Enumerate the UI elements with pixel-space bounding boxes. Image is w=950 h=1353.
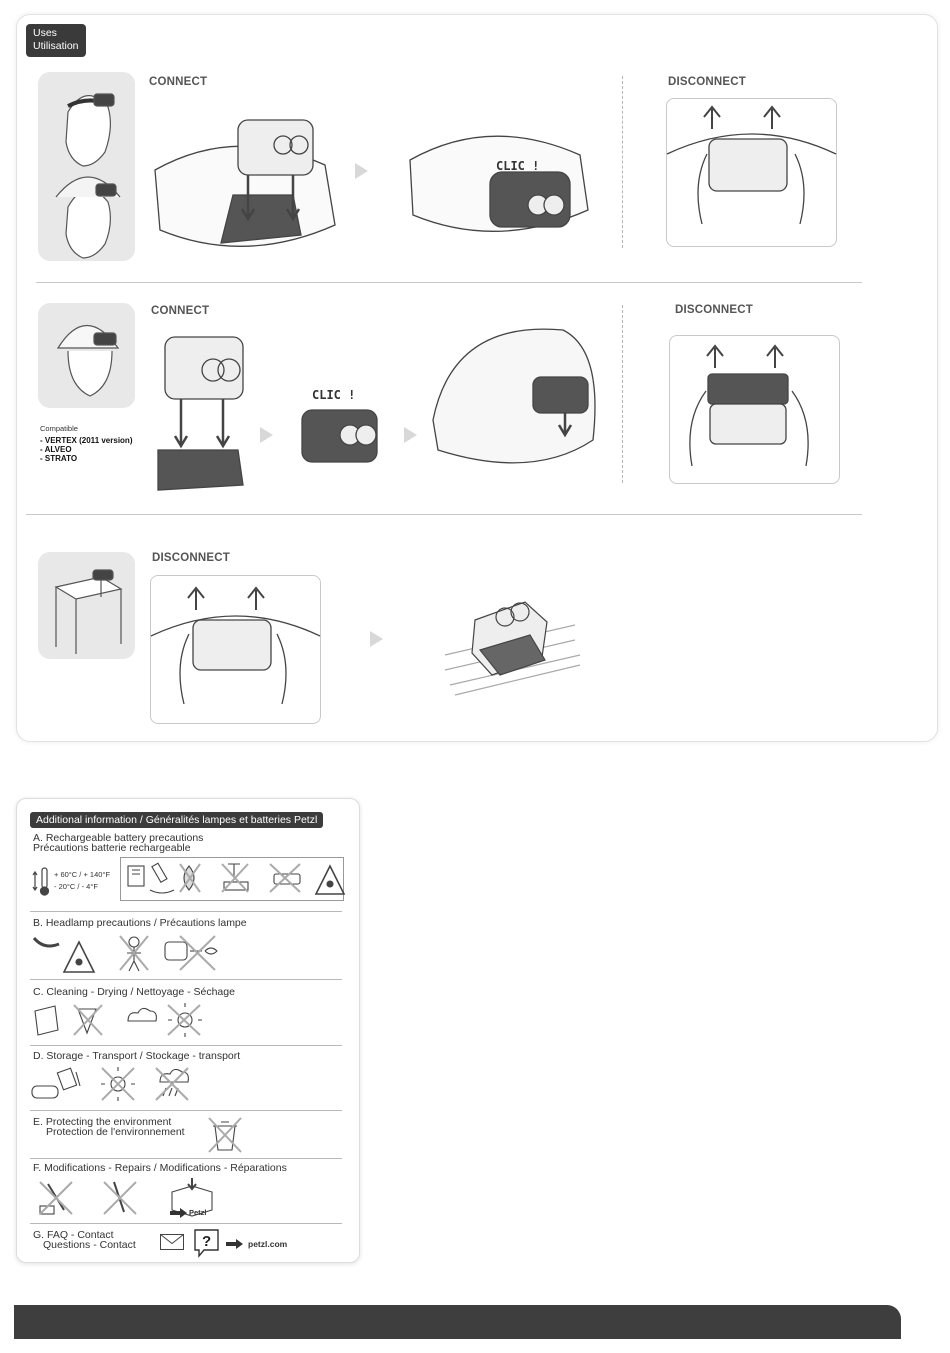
- lamp-on-table-illustration: [440, 595, 585, 705]
- section-f-line: [30, 1223, 342, 1224]
- head-illustration: [38, 72, 135, 261]
- temp-low: - 20°C / - 4°F: [54, 882, 98, 891]
- section2-connect-heading: CONNECT: [151, 305, 210, 317]
- arrow-right-icon: [355, 163, 368, 179]
- uses-tag-line1: Uses: [33, 27, 57, 39]
- headband-clic-illustration: [408, 110, 593, 250]
- section-c-title: C. Cleaning - Drying / Nettoyage - Séchage: [33, 986, 235, 998]
- section-g-subtitle: Questions - Contact: [43, 1239, 136, 1251]
- section-c-line: [30, 1045, 342, 1046]
- arrow-right-icon: [170, 1208, 188, 1218]
- section-b-title: B. Headlamp precautions / Précautions lampe: [33, 917, 247, 929]
- sun-icon: [168, 1003, 202, 1037]
- svg-text:?: ?: [202, 1233, 212, 1250]
- section-a-line: [30, 911, 342, 912]
- helmet-thumbnail: [38, 303, 135, 408]
- envelope-icon: [160, 1234, 184, 1250]
- question-icon: [194, 1229, 220, 1259]
- arrow-right-icon: [404, 427, 417, 443]
- bottom-bar: [14, 1305, 901, 1339]
- helmet-clic-illustration: [290, 385, 390, 465]
- section-d-line: [30, 1110, 342, 1111]
- petzl-label: Petzl: [189, 1208, 207, 1217]
- headlamp-precaution-icons: [30, 932, 230, 974]
- crush-icon: [222, 864, 248, 892]
- rain-icon: [156, 1068, 188, 1100]
- water-immersion-icon: [150, 863, 174, 893]
- fire-icon: [180, 864, 200, 892]
- table-illustration: [38, 552, 135, 659]
- section-g-title: G. FAQ - Contact: [33, 1229, 114, 1241]
- petzl-website[interactable]: petzl.com: [248, 1239, 288, 1249]
- thermometer-icon: [32, 866, 52, 896]
- section-e-subtitle: Protection de l'environnement: [46, 1126, 185, 1138]
- clic-label-1: CLIC !: [496, 159, 540, 173]
- section-f-title: F. Modifications - Repairs / Modifications - Réparations: [33, 1162, 287, 1174]
- uses-tag-line2: Utilisation: [33, 40, 79, 52]
- battery-precaution-icons: [124, 860, 340, 898]
- section2-disconnect-frame: [669, 335, 840, 484]
- section2-disconnect-heading: DISCONNECT: [675, 304, 754, 316]
- helmet-illustration: [428, 325, 598, 485]
- helmet-plate-connect-illustration: [153, 335, 248, 490]
- compatible-item: - ALVEO: [40, 445, 72, 454]
- compatible-list: [40, 436, 132, 463]
- disconnect-hands-illustration: [670, 336, 839, 483]
- cleaning-icons: [30, 1001, 210, 1039]
- arrow-right-icon: [226, 1239, 244, 1249]
- arrow-right-icon: [260, 427, 273, 443]
- child-icon: [120, 936, 148, 971]
- section-a-subtitle: Précautions batterie rechargeable: [33, 842, 191, 854]
- toxic-warning-icon: [316, 866, 344, 894]
- screwdriver-icon: [40, 1182, 72, 1214]
- disconnect-hands-illustration: [667, 99, 836, 246]
- temp-high: + 60°C / + 140°F: [54, 870, 111, 879]
- solvent-icon: [74, 1005, 102, 1035]
- info-title: Additional information / Généralités lampes et batteries Petzl: [30, 812, 323, 828]
- storage-icons: [30, 1064, 200, 1104]
- section1-connect-heading: CONNECT: [149, 76, 208, 88]
- sun-icon: [101, 1067, 135, 1101]
- section-d-title: D. Storage - Transport / Stockage - transport: [33, 1050, 241, 1062]
- section3-disconnect-frame: [150, 575, 321, 724]
- section1-divider-vertical: [622, 76, 623, 248]
- recycle-bin-icon: [205, 1114, 245, 1154]
- uses-tag: [26, 24, 86, 57]
- section-divider-1: [36, 282, 862, 283]
- compatible-item: - STRATO: [40, 454, 78, 463]
- helmet-head-illustration: [38, 303, 135, 408]
- section1-disconnect-frame: [666, 98, 837, 247]
- screwdriver-icon: [104, 1182, 136, 1214]
- section-e-title: E. Protecting the environment: [33, 1116, 172, 1128]
- section-b-line: [30, 979, 342, 980]
- section2-divider-vertical: [622, 305, 623, 483]
- battery-icon: [270, 864, 300, 892]
- section3-disconnect-heading: DISCONNECT: [152, 552, 231, 564]
- eye-icon: [165, 936, 217, 970]
- compatible-label: Compatible: [40, 424, 78, 433]
- section-a-title: A. Rechargeable battery precautions: [33, 832, 204, 844]
- air-dry-icon: [128, 1008, 156, 1021]
- arrow-right-icon: [370, 631, 383, 647]
- headband-thumbnail: [38, 72, 135, 261]
- section1-disconnect-heading: DISCONNECT: [668, 76, 747, 88]
- section-divider-2: [26, 514, 862, 515]
- table-thumbnail: [38, 552, 135, 659]
- disconnect-hands-illustration: [151, 576, 320, 723]
- cloth-icon: [35, 1006, 58, 1035]
- section-e-line: [30, 1158, 342, 1159]
- charger-icon: [128, 866, 144, 886]
- headlamp-storage-icon: [32, 1068, 80, 1098]
- compatible-item: - VERTEX (2011 version): [40, 436, 133, 445]
- headband-connect-illustration: [153, 115, 338, 260]
- clic-label-2: CLIC !: [312, 388, 356, 402]
